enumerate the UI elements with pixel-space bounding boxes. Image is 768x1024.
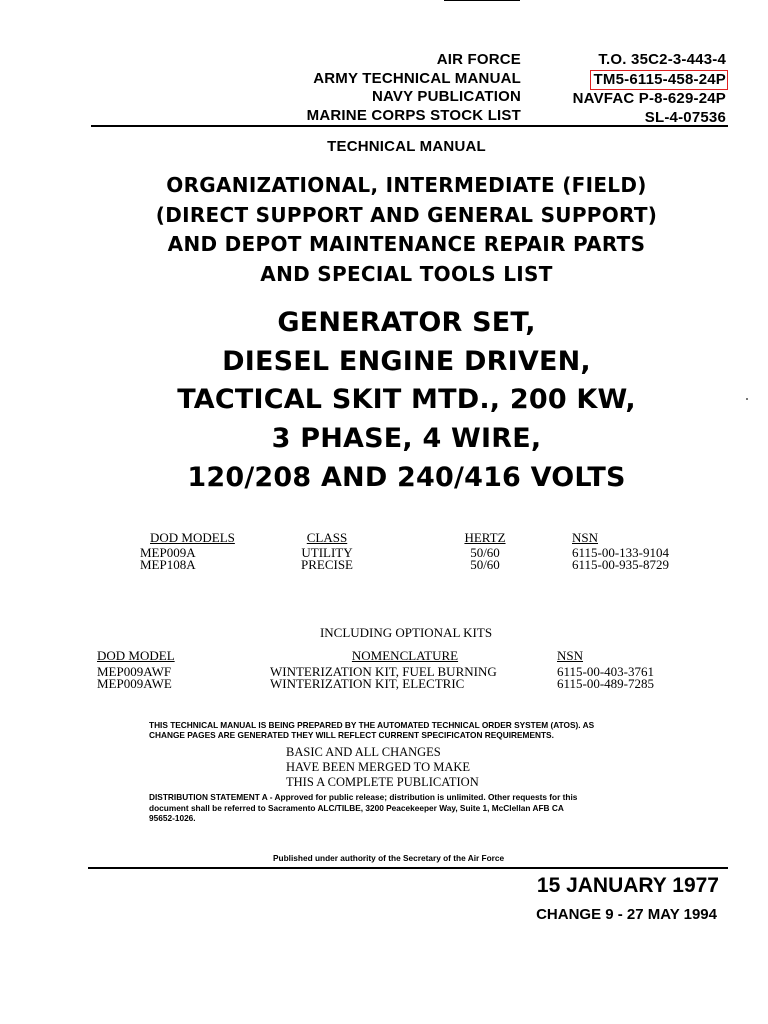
tm-number-highlight: TM5-6115-458-24P (590, 70, 728, 91)
model-cell: MEP009A (140, 545, 196, 560)
top-edge-mark (444, 0, 520, 1)
equipment-subject (0, 304, 768, 498)
distribution-line: document shall be referred to Sacramento ALC/TILBE, 3200 Peacekeeper Way, Suite 1, McClellan AFB CA (149, 802, 564, 813)
service-header-left (200, 51, 521, 125)
col-header-dod-models: DOD MODELS (150, 530, 235, 545)
header-marine-corps-stock-list: MARINE CORPS STOCK LIST (306, 106, 521, 124)
to-number: T.O. 35C2-3-443-4 (598, 51, 726, 68)
manual-title (0, 171, 768, 289)
sl-number: SL-4-07536 (644, 108, 726, 126)
kit-nsn-cell: 6115-00-489-7285 (557, 676, 655, 691)
tm-number (520, 70, 726, 91)
merged-notice-line: BASIC AND ALL CHANGES (286, 745, 441, 759)
col-header-nsn: NSN (572, 530, 599, 545)
publishing-authority: Published under authority of the Secretary of the Air Force (273, 853, 505, 863)
footer-divider (88, 867, 728, 869)
atos-notice-line: THIS TECHNICAL MANUAL IS BEING PREPARED BY THE AUTOMATED TECHNICAL ORDER SYSTEM (ATOS). AS (149, 720, 595, 730)
publication-date: 15 JANUARY 1977 (536, 874, 719, 897)
hertz-cell: 50/60 (470, 557, 500, 572)
header-divider (91, 125, 728, 127)
merged-notice-line: HAVE BEEN MERGED TO MAKE (286, 760, 471, 774)
distribution-line: 95652-1026. (149, 813, 196, 823)
kits-table (0, 650, 768, 695)
atos-notice-line: CHANGE PAGES ARE GENERATED THEY WILL REFLECT CURRENT SPECIFICATON REQUIREMENTS. (149, 729, 554, 740)
merged-notice-line: THIS A COMPLETE PUBLICATION (286, 775, 479, 789)
change-date: CHANGE 9 - 27 MAY 1994 (536, 906, 717, 923)
nsn-cell: 6115-00-935-8729 (572, 557, 670, 572)
model-cell: MEP108A (140, 557, 196, 572)
col-header-nomenclature: NOMENCLATURE (351, 648, 459, 663)
title-line: AND DEPOT MAINTENANCE REPAIR PARTS (167, 232, 646, 256)
kit-nsn-cell: 6115-00-403-3761 (557, 664, 655, 679)
hertz-cell: 50/60 (470, 545, 500, 560)
atos-notice (149, 721, 709, 740)
subject-line: TACTICAL SKIT MTD., 200 KW, (177, 384, 636, 416)
title-line: (DIRECT SUPPORT AND GENERAL SUPPORT) (155, 202, 658, 227)
merged-notice (286, 745, 479, 790)
subject-line: 120/208 AND 240/416 VOLTS (187, 461, 626, 493)
class-cell: UTILITY (301, 545, 353, 560)
kit-model-cell: MEP009AWF (97, 664, 172, 679)
col-header-class: CLASS (306, 530, 348, 545)
title-line: ORGANIZATIONAL, INTERMEDIATE (FIELD) (166, 173, 647, 197)
navfac-number: NAVFAC P-8-629-24P (572, 90, 726, 107)
title-line: AND SPECIAL TOOLS LIST (260, 261, 553, 286)
distribution-statement (149, 792, 709, 824)
kit-model-cell: MEP009AWE (97, 676, 172, 691)
distribution-line: DISTRIBUTION STATEMENT A - Approved for public release; distribution is unlimited. Other requests for this (149, 792, 578, 802)
subject-line: 3 PHASE, 4 WIRE, (271, 423, 542, 455)
col-header-hertz: HERTZ (464, 530, 506, 545)
scan-speck (746, 398, 748, 400)
optional-kits-heading: INCLUDING OPTIONAL KITS (319, 625, 493, 640)
class-cell: PRECISE (300, 557, 353, 572)
col-header-kit-nsn: NSN (557, 648, 584, 663)
document-type: TECHNICAL MANUAL (327, 138, 486, 155)
kit-nomenclature-cell: WINTERIZATION KIT, FUEL BURNING (270, 664, 497, 679)
col-header-dod-model: DOD MODEL (97, 648, 175, 663)
models-table (0, 532, 768, 572)
document-numbers-right (520, 51, 726, 127)
header-air-force: AIR FORCE (436, 51, 521, 68)
nsn-cell: 6115-00-133-9104 (572, 545, 670, 560)
subject-line: DIESEL ENGINE DRIVEN, (222, 345, 591, 377)
header-navy-publication: NAVY PUBLICATION (371, 88, 521, 105)
header-army-technical-manual: ARMY TECHNICAL MANUAL (313, 69, 521, 87)
subject-line: GENERATOR SET, (277, 307, 536, 338)
kit-nomenclature-cell: WINTERIZATION KIT, ELECTRIC (270, 676, 465, 691)
